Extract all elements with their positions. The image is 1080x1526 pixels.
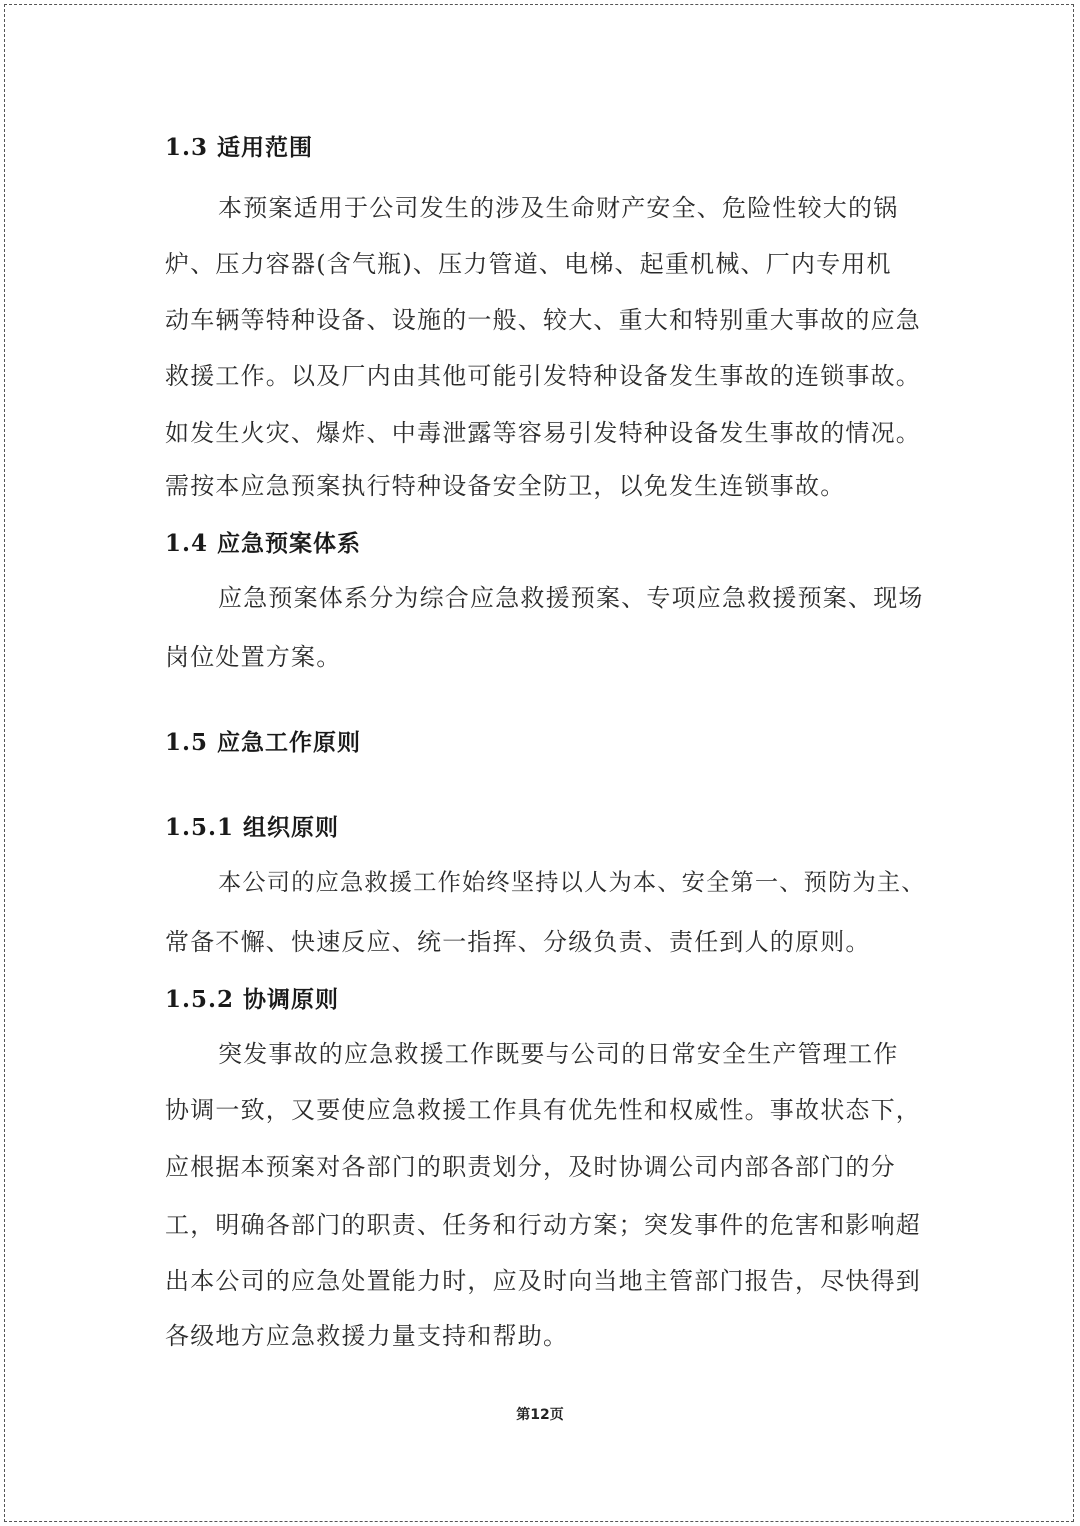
section-heading-1-4: 1.4 应急预案体系 [165, 530, 362, 557]
section-heading-1-3: 1.3 适用范围 [165, 134, 314, 161]
section-heading-1-5: 1.5 应急工作原则 [165, 729, 362, 756]
paragraph-line: 动车辆等特种设备、设施的一般、较大、重大和特别重大事故的应急 [165, 306, 921, 334]
paragraph-line: 岗位处置方案。 [165, 643, 342, 671]
page-number: 第12页 [516, 1407, 564, 1423]
paragraph-line: 协调一致，又要使应急救援工作具有优先性和权威性。事故状态下， [165, 1096, 921, 1124]
paragraph-line: 各级地方应急救援力量支持和帮助。 [165, 1322, 569, 1350]
paragraph-line: 应根据本预案对各部门的职责划分，及时协调公司内部各部门的分 [165, 1153, 896, 1181]
paragraph-line: 常备不懈、快速反应、统一指挥、分级负责、责任到人的原则。 [165, 928, 871, 956]
paragraph-line: 本预案适用于公司发生的涉及生命财产安全、危险性较大的锅 [218, 194, 899, 222]
paragraph-line: 救援工作。以及厂内由其他可能引发特种设备发生事故的连锁事故。 [165, 362, 921, 390]
paragraph-line: 出本公司的应急处置能力时，应及时向当地主管部门报告，尽快得到 [165, 1267, 921, 1295]
paragraph-line: 需按本应急预案执行特种设备安全防卫，以免发生连锁事故。 [165, 472, 846, 500]
paragraph-line: 工，明确各部门的职责、任务和行动方案；突发事件的危害和影响超 [165, 1211, 921, 1239]
section-heading-1-5-2: 1.5.2 协调原则 [165, 986, 340, 1013]
paragraph-line: 炉、压力容器(含气瓶)、压力管道、电梯、起重机械、厂内专用机 [165, 250, 892, 278]
section-heading-1-5-1: 1.5.1 组织原则 [165, 814, 340, 841]
paragraph-line: 如发生火灾、爆炸、中毒泄露等容易引发特种设备发生事故的情况。 [165, 419, 921, 447]
paragraph-line: 本公司的应急救援工作始终坚持以人为本、安全第一、预防为主、 [218, 869, 926, 896]
paragraph-line: 应急预案体系分为综合应急救援预案、专项应急救援预案、现场 [218, 584, 924, 612]
paragraph-line: 突发事故的应急救援工作既要与公司的日常安全生产管理工作 [218, 1040, 899, 1068]
